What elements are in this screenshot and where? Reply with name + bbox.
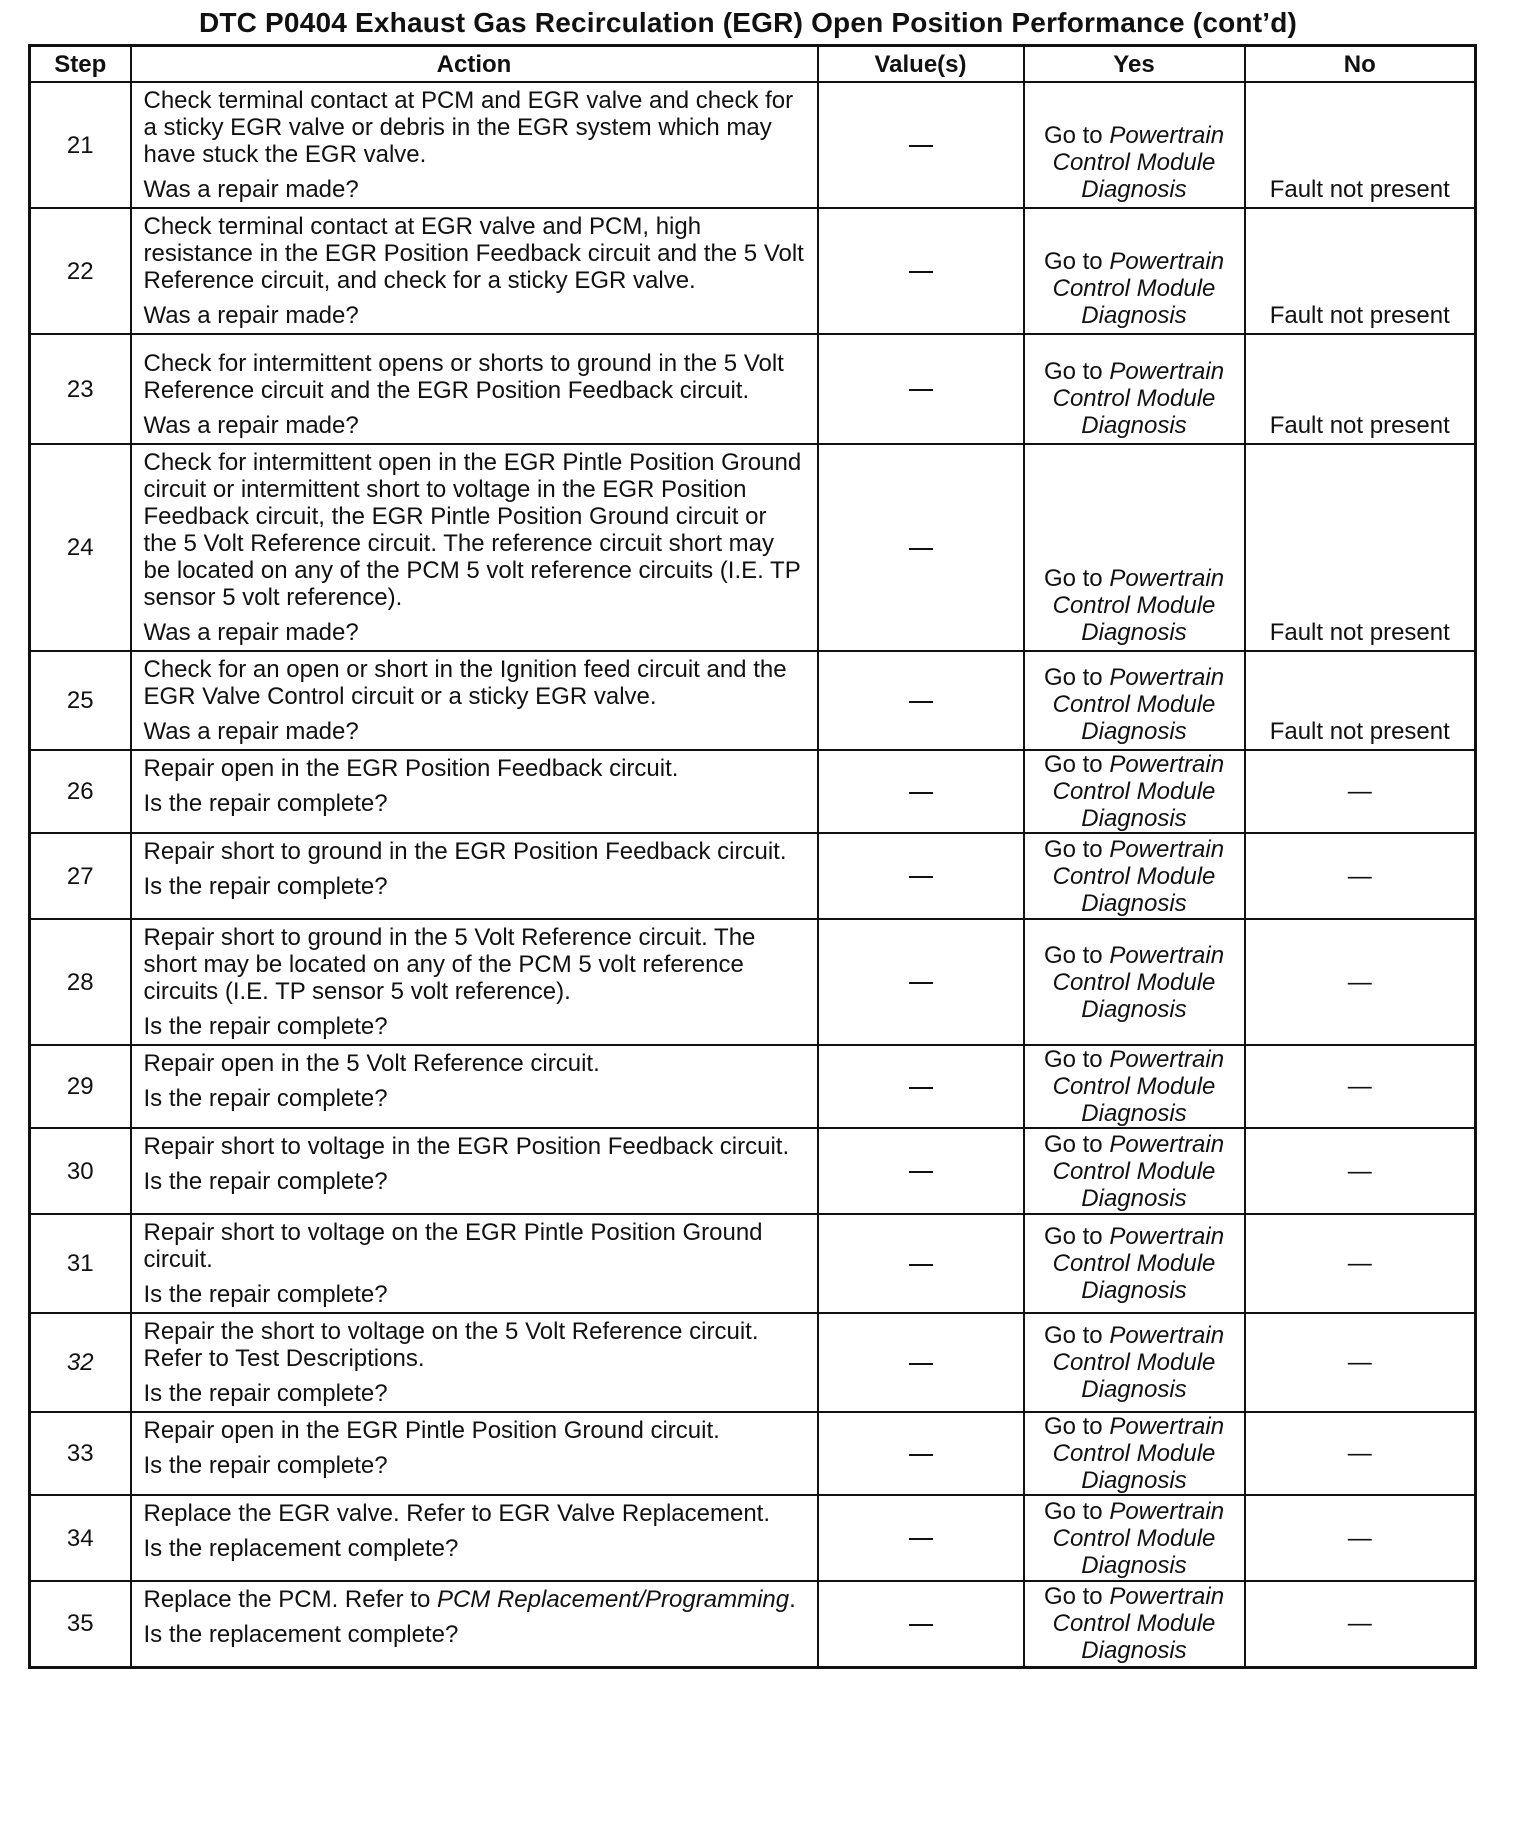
yes-reference: Powertrain bbox=[1109, 835, 1225, 863]
table-row bbox=[30, 334, 1476, 444]
action-cell bbox=[131, 82, 818, 208]
action-text: Repair short to voltage in the EGR Position Feedback circuit. bbox=[143, 1133, 790, 1160]
yes-line bbox=[1029, 248, 1240, 275]
action-text: Repair open in the 5 Volt Reference circuit. bbox=[143, 1050, 600, 1077]
dash-mark bbox=[909, 145, 933, 147]
yes-cell bbox=[1024, 1412, 1245, 1495]
action-text: Check for intermittent opens or shorts to ground in the 5 Volt Reference circuit and the EGR Position Feedback circuit. bbox=[143, 350, 784, 404]
yes-line bbox=[1029, 664, 1240, 691]
values-cell bbox=[818, 1412, 1024, 1495]
yes-reference: Powertrain bbox=[1109, 1497, 1225, 1525]
yes-reference: Powertrain bbox=[1109, 1413, 1225, 1440]
dash-mark bbox=[909, 1363, 933, 1365]
yes-line bbox=[1029, 1046, 1240, 1073]
table-row bbox=[30, 833, 1476, 919]
table-row bbox=[30, 82, 1476, 208]
yes-reference: Powertrain bbox=[1109, 1322, 1225, 1349]
yes-reference: Powertrain bbox=[1109, 122, 1225, 149]
dash-mark bbox=[909, 982, 933, 984]
table-row bbox=[30, 919, 1476, 1045]
yes-prefix: Go to bbox=[1043, 1046, 1110, 1073]
values-cell bbox=[818, 1128, 1024, 1214]
no-cell: — bbox=[1245, 750, 1476, 833]
dash-mark bbox=[909, 876, 933, 878]
yes-line bbox=[1029, 751, 1240, 778]
diagnostic-table bbox=[28, 44, 1477, 1669]
table-row bbox=[30, 1045, 1476, 1128]
yes-cell bbox=[1024, 1313, 1245, 1412]
no-cell: Fault not present bbox=[1245, 444, 1476, 651]
dash-mark bbox=[909, 548, 933, 550]
action-cell bbox=[131, 1214, 818, 1313]
step-number: 26 bbox=[30, 750, 131, 833]
table-row bbox=[30, 1581, 1476, 1667]
no-cell: Fault not present bbox=[1245, 334, 1476, 444]
yes-reference-line: Diagnosis bbox=[1081, 889, 1187, 917]
yes-prefix: Go to bbox=[1043, 358, 1110, 385]
values-cell bbox=[818, 82, 1024, 208]
action-question: Is the repair complete? bbox=[143, 1281, 388, 1308]
yes-reference-line: Control Module bbox=[1052, 592, 1216, 619]
table-row bbox=[30, 1313, 1476, 1412]
yes-reference: Powertrain bbox=[1109, 751, 1225, 778]
step-number: 21 bbox=[30, 82, 131, 208]
table-row bbox=[30, 1495, 1476, 1581]
table-row bbox=[30, 1214, 1476, 1313]
step-number: 34 bbox=[30, 1495, 131, 1581]
table-body bbox=[30, 82, 1476, 1667]
yes-reference-line: Diagnosis bbox=[1081, 1184, 1187, 1212]
action-question: Is the repair complete? bbox=[143, 1380, 388, 1407]
values-cell bbox=[818, 919, 1024, 1045]
yes-reference: Powertrain bbox=[1109, 664, 1225, 691]
yes-reference: Powertrain bbox=[1109, 1130, 1225, 1158]
yes-reference: Powertrain bbox=[1109, 1583, 1225, 1611]
no-cell: — bbox=[1245, 1412, 1476, 1495]
action-question: Is the replacement complete? bbox=[143, 1621, 459, 1648]
yes-reference-line: Control Module bbox=[1052, 1610, 1216, 1638]
values-cell bbox=[818, 750, 1024, 833]
yes-prefix: Go to bbox=[1043, 1130, 1110, 1158]
action-question: Was a repair made? bbox=[143, 302, 359, 329]
yes-prefix: Go to bbox=[1043, 1322, 1110, 1349]
no-cell: — bbox=[1245, 833, 1476, 919]
action-cell bbox=[131, 919, 818, 1045]
yes-reference: Powertrain bbox=[1109, 248, 1225, 275]
yes-reference-line: Diagnosis bbox=[1081, 1551, 1187, 1579]
action-text: Check for intermittent open in the EGR Pintle Position Ground circuit or intermittent short to voltage in the EGR Position Feedback circuit, the EGR Pintle Position Ground circuit or the 5 Volt Reference circuit. The reference circuit short may be located on any of the PCM 5 volt reference circuits (I.E. TP sensor 5 volt reference). bbox=[143, 449, 802, 611]
yes-cell bbox=[1024, 1045, 1245, 1128]
yes-reference: Powertrain bbox=[1109, 941, 1225, 969]
yes-reference-line: Diagnosis bbox=[1081, 718, 1187, 745]
dash-mark bbox=[909, 1087, 933, 1089]
table-row bbox=[30, 208, 1476, 334]
yes-reference-line: Diagnosis bbox=[1081, 1376, 1187, 1403]
step-number: 24 bbox=[30, 444, 131, 651]
action-question: Is the repair complete? bbox=[143, 1085, 388, 1112]
dash-mark bbox=[909, 1171, 933, 1173]
yes-line bbox=[1029, 836, 1240, 863]
step-number: 31 bbox=[30, 1214, 131, 1313]
yes-prefix: Go to bbox=[1043, 1583, 1110, 1611]
step-number: 32 bbox=[30, 1313, 131, 1412]
yes-cell bbox=[1024, 1128, 1245, 1214]
no-cell: — bbox=[1245, 1214, 1476, 1313]
action-cell bbox=[131, 1128, 818, 1214]
action-cell bbox=[131, 1045, 818, 1128]
action-text: Repair open in the EGR Position Feedback circuit. bbox=[143, 755, 679, 782]
dash-mark bbox=[909, 1264, 933, 1266]
action-text: Repair short to ground in the EGR Position Feedback circuit. bbox=[143, 838, 787, 865]
action-cell bbox=[131, 750, 818, 833]
action-text: Replace the EGR valve. Refer to EGR Valve Replacement. bbox=[143, 1500, 771, 1527]
yes-reference-line: Control Module bbox=[1052, 1440, 1216, 1467]
values-cell bbox=[818, 208, 1024, 334]
yes-reference-line: Control Module bbox=[1052, 1157, 1216, 1185]
no-cell: — bbox=[1245, 1128, 1476, 1214]
action-cell bbox=[131, 651, 818, 750]
values-cell bbox=[818, 651, 1024, 750]
no-cell: Fault not present bbox=[1245, 82, 1476, 208]
yes-reference-line: Control Module bbox=[1052, 149, 1216, 176]
yes-reference-line: Control Module bbox=[1052, 1524, 1216, 1552]
yes-reference-line: Control Module bbox=[1052, 275, 1216, 302]
dash-mark bbox=[909, 1624, 933, 1626]
action-cell bbox=[131, 833, 818, 919]
yes-reference-line: Diagnosis bbox=[1081, 805, 1187, 832]
yes-reference-line: Control Module bbox=[1052, 1073, 1216, 1100]
header-action: Action bbox=[131, 46, 818, 83]
yes-prefix: Go to bbox=[1043, 1497, 1110, 1525]
yes-reference-line: Control Module bbox=[1052, 385, 1216, 412]
yes-reference-line: Diagnosis bbox=[1081, 176, 1187, 203]
yes-reference: Powertrain bbox=[1109, 1046, 1225, 1073]
action-question: Is the replacement complete? bbox=[143, 1535, 459, 1562]
header-values: Value(s) bbox=[818, 46, 1024, 83]
step-number: 27 bbox=[30, 833, 131, 919]
no-cell: — bbox=[1245, 1495, 1476, 1581]
header-no: No bbox=[1245, 46, 1476, 83]
step-number: 30 bbox=[30, 1128, 131, 1214]
yes-line bbox=[1029, 1322, 1240, 1349]
table-row bbox=[30, 750, 1476, 833]
yes-reference-line: Control Module bbox=[1052, 1349, 1216, 1376]
yes-line bbox=[1029, 1498, 1240, 1525]
yes-line bbox=[1029, 358, 1240, 385]
yes-cell bbox=[1024, 750, 1245, 833]
action-question: Was a repair made? bbox=[143, 619, 359, 646]
action-question: Is the repair complete? bbox=[143, 1168, 388, 1195]
yes-reference-line: Diagnosis bbox=[1081, 302, 1187, 329]
yes-line bbox=[1029, 942, 1240, 969]
step-number: 22 bbox=[30, 208, 131, 334]
values-cell bbox=[818, 833, 1024, 919]
action-question: Was a repair made? bbox=[143, 412, 359, 439]
yes-reference-line: Control Module bbox=[1052, 1250, 1216, 1277]
action-cell bbox=[131, 1412, 818, 1495]
yes-cell bbox=[1024, 82, 1245, 208]
yes-reference-line: Diagnosis bbox=[1081, 1277, 1187, 1304]
yes-line bbox=[1029, 122, 1240, 149]
yes-prefix: Go to bbox=[1043, 941, 1110, 969]
header-step: Step bbox=[30, 46, 131, 83]
yes-cell bbox=[1024, 1214, 1245, 1313]
table-row bbox=[30, 444, 1476, 651]
yes-prefix: Go to bbox=[1043, 122, 1110, 149]
yes-reference-line: Diagnosis bbox=[1081, 619, 1187, 646]
action-text: Repair open in the EGR Pintle Position Ground circuit. bbox=[143, 1417, 720, 1444]
page-title: DTC P0404 Exhaust Gas Recirculation (EGR) Open Position Performance (cont’d) bbox=[198, 7, 1298, 38]
table-row bbox=[30, 651, 1476, 750]
no-cell: — bbox=[1245, 1581, 1476, 1667]
yes-reference-line: Control Module bbox=[1052, 862, 1216, 890]
action-text: Repair short to voltage on the EGR Pintle Position Ground circuit. bbox=[143, 1219, 763, 1273]
dash-mark bbox=[909, 271, 933, 273]
action-text: Check for an open or short in the Ignition feed circuit and the EGR Valve Control circuit or a sticky EGR valve. bbox=[143, 656, 787, 710]
no-cell: Fault not present bbox=[1245, 651, 1476, 750]
dash-mark bbox=[909, 1454, 933, 1456]
yes-cell bbox=[1024, 334, 1245, 444]
yes-cell bbox=[1024, 208, 1245, 334]
yes-prefix: Go to bbox=[1043, 1413, 1110, 1440]
action-reference: PCM Replacement/Programming bbox=[436, 1586, 790, 1613]
yes-prefix: Go to bbox=[1043, 1223, 1110, 1250]
yes-line bbox=[1029, 1223, 1240, 1250]
no-cell: — bbox=[1245, 919, 1476, 1045]
values-cell bbox=[818, 1313, 1024, 1412]
yes-reference-line: Diagnosis bbox=[1081, 412, 1187, 439]
yes-reference-line: Diagnosis bbox=[1081, 1637, 1187, 1665]
action-question: Is the repair complete? bbox=[143, 1452, 388, 1479]
values-cell bbox=[818, 1214, 1024, 1313]
step-number: 23 bbox=[30, 334, 131, 444]
yes-cell bbox=[1024, 444, 1245, 651]
values-cell bbox=[818, 1495, 1024, 1581]
yes-reference: Powertrain bbox=[1109, 358, 1225, 385]
yes-cell bbox=[1024, 833, 1245, 919]
dash-mark bbox=[909, 792, 933, 794]
action-cell bbox=[131, 334, 818, 444]
yes-cell bbox=[1024, 1581, 1245, 1667]
yes-reference-line: Control Module bbox=[1052, 778, 1216, 805]
action-cell bbox=[131, 444, 818, 651]
step-number: 28 bbox=[30, 919, 131, 1045]
values-cell bbox=[818, 1045, 1024, 1128]
yes-cell bbox=[1024, 1495, 1245, 1581]
action-question: Was a repair made? bbox=[143, 718, 359, 745]
action-question: Is the repair complete? bbox=[143, 790, 388, 817]
values-cell bbox=[818, 1581, 1024, 1667]
values-cell bbox=[818, 334, 1024, 444]
action-question: Was a repair made? bbox=[143, 176, 359, 203]
no-cell: Fault not present bbox=[1245, 208, 1476, 334]
yes-cell bbox=[1024, 919, 1245, 1045]
action-cell bbox=[131, 1313, 818, 1412]
yes-cell bbox=[1024, 651, 1245, 750]
step-number: 35 bbox=[30, 1581, 131, 1667]
action-question: Is the repair complete? bbox=[143, 873, 388, 900]
yes-reference-line: Control Module bbox=[1052, 691, 1216, 718]
header-yes: Yes bbox=[1024, 46, 1245, 83]
yes-reference-line: Diagnosis bbox=[1081, 1100, 1187, 1127]
yes-prefix: Go to bbox=[1043, 565, 1110, 592]
yes-reference: Powertrain bbox=[1109, 565, 1225, 592]
yes-line bbox=[1029, 1583, 1240, 1610]
yes-reference-line: Diagnosis bbox=[1081, 995, 1187, 1023]
yes-line bbox=[1029, 1413, 1240, 1440]
yes-prefix: Go to bbox=[1043, 835, 1110, 863]
no-cell: — bbox=[1245, 1045, 1476, 1128]
action-question: Is the repair complete? bbox=[143, 1013, 388, 1040]
action-cell bbox=[131, 1581, 818, 1667]
action-text: Check terminal contact at PCM and EGR valve and check for a sticky EGR valve or debris in the EGR system which may have stuck the EGR valve. bbox=[143, 87, 794, 168]
yes-prefix: Go to bbox=[1043, 248, 1110, 275]
action-cell bbox=[131, 208, 818, 334]
values-cell bbox=[818, 444, 1024, 651]
table-row bbox=[30, 1412, 1476, 1495]
step-number: 29 bbox=[30, 1045, 131, 1128]
yes-reference: Powertrain bbox=[1109, 1223, 1225, 1250]
dash-mark bbox=[909, 389, 933, 391]
dash-mark bbox=[909, 1538, 933, 1540]
action-text-suffix: . bbox=[789, 1586, 796, 1613]
action-text bbox=[144, 1582, 805, 1613]
action-text-part: Replace the PCM. Refer to bbox=[143, 1586, 437, 1613]
action-text: Check terminal contact at EGR valve and PCM, high resistance in the EGR Position Feedback circuit and the 5 Volt Reference circuit, and check for a sticky EGR valve. bbox=[143, 213, 804, 294]
yes-reference-line: Control Module bbox=[1052, 968, 1216, 996]
table-header-row bbox=[30, 46, 1476, 83]
action-text: Repair the short to voltage on the 5 Volt Reference circuit. Refer to Test Descriptions. bbox=[143, 1318, 759, 1372]
yes-prefix: Go to bbox=[1043, 751, 1110, 778]
action-text: Repair short to ground in the 5 Volt Reference circuit. The short may be located on any of the PCM 5 volt reference circuits (I.E. TP sensor 5 volt reference). bbox=[143, 924, 756, 1005]
yes-reference-line: Diagnosis bbox=[1081, 1467, 1187, 1494]
yes-line bbox=[1029, 1131, 1240, 1158]
step-number: 33 bbox=[30, 1412, 131, 1495]
dash-mark bbox=[909, 701, 933, 703]
no-cell: — bbox=[1245, 1313, 1476, 1412]
table-row bbox=[30, 1128, 1476, 1214]
yes-prefix: Go to bbox=[1043, 664, 1110, 691]
step-number: 25 bbox=[30, 651, 131, 750]
action-cell bbox=[131, 1495, 818, 1581]
yes-line bbox=[1029, 565, 1240, 592]
